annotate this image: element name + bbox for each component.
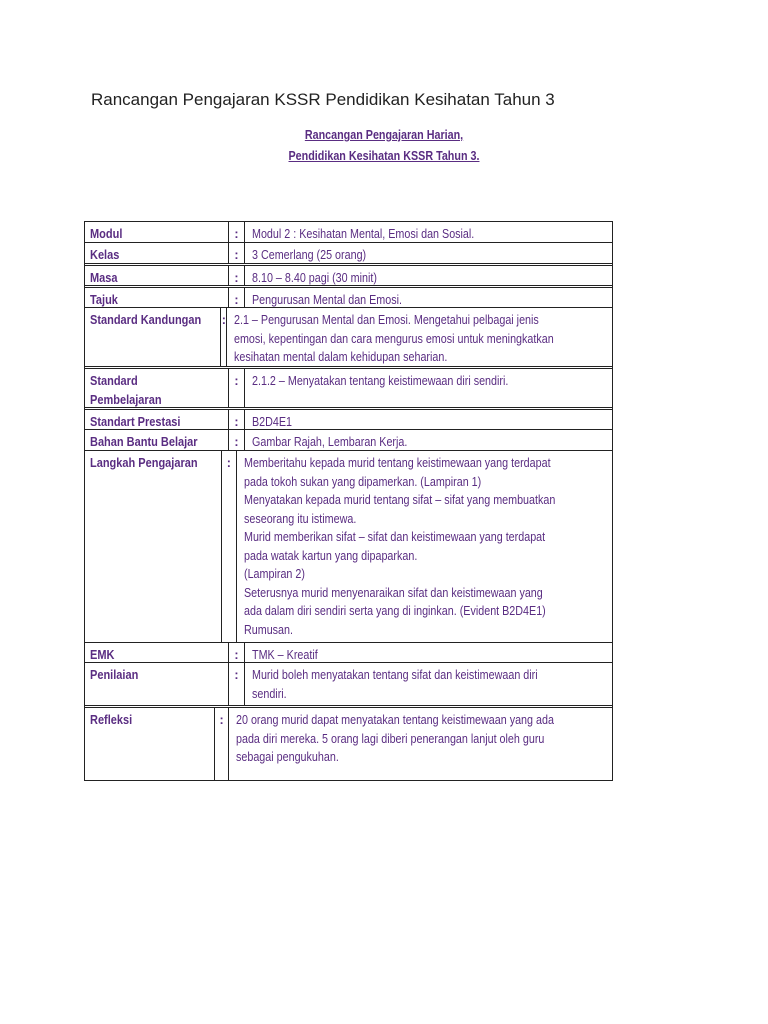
row-label: Standard Pembelajaran — [90, 374, 162, 407]
row-label: Penilaian — [90, 668, 139, 682]
row-label: Modul — [90, 227, 123, 241]
subheading-line-2: Pendidikan Kesihatan KSSR Tahun 3. — [288, 149, 480, 163]
row-colon: : — [228, 266, 245, 285]
table-row — [85, 642, 612, 662]
row-value: Gambar Rajah, Lembaran Kerja. — [252, 435, 408, 449]
row-value: 8.10 – 8.40 pagi (30 minit) — [252, 271, 377, 285]
row-label: Refleksi — [90, 713, 133, 727]
row-value: Memberitahu kepada murid tentang keistimewaan yang terdapat pada tokoh sukan yang dipamerkan. (Lampiran 1) Menyatakan kepada murid tentang sifat – sifat yang membuatkan seseorang itu istimewa. Murid memberikan sifat – sifat dan keistimewaan yang terdapat pada watak kartun yang dipaparkan. (Lampiran 2) Seterusnya murid menyenaraikan sifat dan keistimewaan yang ada dalam diri sendiri serta yang di inginkan. (Evident B2D4E1) Rumusan. — [243, 456, 556, 637]
table-row — [85, 222, 612, 242]
row-colon: : — [228, 663, 245, 705]
row-label: Bahan Bantu Belajar — [90, 435, 198, 449]
table-row — [85, 366, 612, 407]
row-colon: : — [214, 708, 229, 780]
row-value: 20 orang murid dapat menyatakan tentang keistimewaan yang ada pada diri mereka. 5 orang lagi diberi penerangan lanjut oleh guru sebagai pengukuhan. — [236, 713, 555, 764]
table-row — [85, 705, 612, 780]
table-row — [85, 307, 612, 366]
table-row — [85, 263, 612, 285]
document-title: Rancangan Pengajaran KSSR Pendidikan Kesihatan Tahun 3 — [91, 90, 555, 109]
row-value: 2.1.2 – Menyatakan tentang keistimewaan diri sendiri. — [252, 374, 509, 388]
row-value: TMK – Kreatif — [252, 648, 318, 662]
row-value: Modul 2 : Kesihatan Mental, Emosi dan Sosial. — [252, 227, 475, 241]
row-colon: : — [228, 430, 245, 450]
row-label: Masa — [90, 271, 118, 285]
lesson-plan-table — [84, 221, 613, 781]
row-label: Standart Prestasi — [90, 415, 181, 429]
row-colon: : — [220, 308, 227, 366]
row-colon: : — [228, 243, 245, 263]
subheading-line-1: Rancangan Pengajaran Harian, — [304, 128, 464, 142]
row-colon: : — [228, 410, 245, 429]
row-value: B2D4E1 — [252, 415, 293, 429]
row-value: Pengurusan Mental dan Emosi. — [252, 293, 403, 307]
row-colon: : — [221, 451, 237, 642]
row-label: EMK — [90, 648, 115, 662]
table-row — [85, 285, 612, 307]
table-row — [85, 242, 612, 263]
table-row — [85, 662, 612, 705]
row-colon: : — [228, 222, 245, 242]
row-value: 2.1 – Pengurusan Mental dan Emosi. Mengetahui pelbagai jenis emosi, kepentingan dan cara mengurus emosi untuk meningkatkan kesihatan mental dalam kehidupan seharian. — [234, 313, 554, 364]
table-row — [85, 407, 612, 429]
row-label: Kelas — [90, 248, 120, 262]
table-row — [85, 450, 612, 642]
row-colon: : — [228, 369, 245, 407]
row-value: Murid boleh menyatakan tentang sifat dan keistimewaan diri sendiri. — [252, 668, 538, 701]
row-value: 3 Cemerlang (25 orang) — [252, 248, 367, 262]
row-colon: : — [228, 643, 245, 662]
row-label: Langkah Pengajaran — [90, 456, 198, 470]
row-colon: : — [228, 288, 245, 307]
table-row — [85, 429, 612, 450]
row-label: Tajuk — [90, 293, 118, 307]
row-label: Standard Kandungan — [90, 313, 202, 327]
